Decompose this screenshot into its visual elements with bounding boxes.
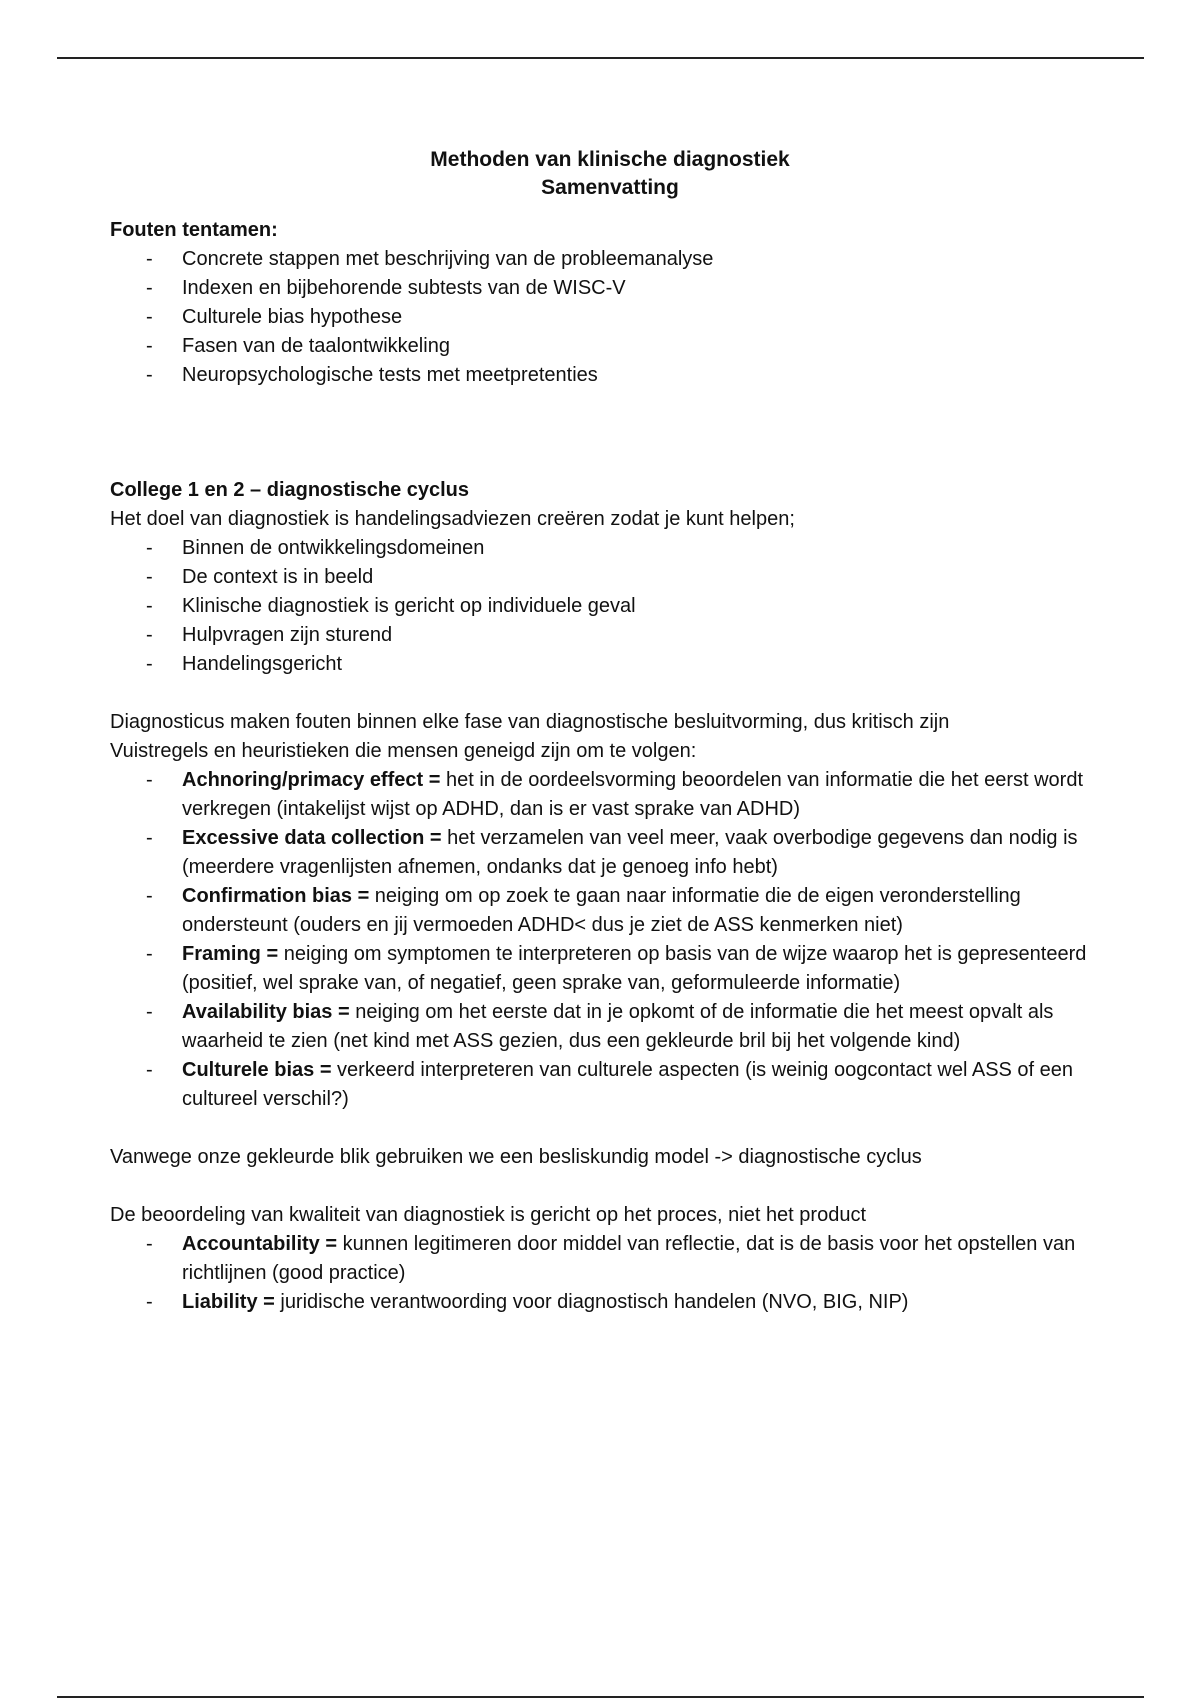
- document-title: [110, 146, 1110, 202]
- list-item: - Hulpvragen zijn sturend: [146, 624, 393, 646]
- paragraph-cyclus: Vanwege onze gekleurde blik gebruiken we een besliskundig model -> diagnostische cyclus: [110, 1146, 922, 1168]
- paragraph-besluitvorming-1: Diagnosticus maken fouten binnen elke fase van diagnostische besluitvorming, dus kritisch zijn: [110, 711, 950, 733]
- college-heading: College 1 en 2 – diagnostische cyclus: [110, 479, 470, 501]
- bottom-rule: [57, 1696, 1144, 1698]
- list-item: - Klinische diagnostiek is gericht op individuele geval: [146, 595, 636, 617]
- list-item: - Neuropsychologische tests met meetpretenties: [146, 364, 598, 386]
- list-item: - Indexen en bijbehorende subtests van de WISC-V: [146, 277, 626, 299]
- bias-item: - Confirmation bias = neiging om op zoek te gaan naar informatie die de eigen veronderstelling ondersteunt (ouders en jij vermoeden ADHD< dus je ziet de ASS kenmerken niet): [146, 885, 1021, 936]
- list-item: - Concrete stappen met beschrijving van de probleemanalyse: [146, 248, 714, 270]
- list-item: - Fasen van de taalontwikkeling: [146, 335, 450, 357]
- bias-item: - Excessive data collection = het verzamelen van veel meer, vaak overbodige gegevens dan nodig is (meerdere vragenlijsten afnemen, ondanks dat je genoeg info hebt): [146, 827, 1078, 878]
- fouten-heading: Fouten tentamen:: [110, 219, 278, 241]
- title-line-1: Methoden van klinische diagnostiek: [430, 148, 790, 171]
- list-item: - Culturele bias hypothese: [146, 306, 403, 328]
- list-item: - Binnen de ontwikkelingsdomeinen: [146, 537, 485, 559]
- quality-list: [110, 1230, 1095, 1317]
- college-list: [110, 534, 1110, 679]
- quality-item: - Accountability = kunnen legitimeren door middel van reflectie, dat is de basis voor het opstellen van richtlijnen (good practice): [146, 1233, 1076, 1284]
- list-item: - De context is in beeld: [146, 566, 374, 588]
- paragraph-kwaliteit: De beoordeling van kwaliteit van diagnostiek is gericht op het proces, niet het product: [110, 1204, 867, 1226]
- quality-item: - Liability = juridische verantwoording voor diagnostisch handelen (NVO, BIG, NIP): [146, 1291, 909, 1313]
- list-item: - Handelingsgericht: [146, 653, 343, 675]
- bias-item: - Achnoring/primacy effect = het in de oordeelsvorming beoordelen van informatie die het eerst wordt verkregen (intakelijst wijst op ADHD, dan is er vast sprake van ADHD): [146, 769, 1084, 820]
- bias-list: [110, 766, 1095, 1114]
- paragraph-besluitvorming-2: Vuistregels en heuristieken die mensen geneigd zijn om te volgen:: [110, 740, 697, 762]
- top-rule: [57, 57, 1144, 59]
- bias-item: - Availability bias = neiging om het eerste dat in je opkomt of de informatie die het meest opvalt als waarheid te zien (net kind met ASS gezien, dus een gekleurde bril bij het volgende kind): [146, 1001, 1054, 1052]
- college-intro: Het doel van diagnostiek is handelingsadviezen creëren zodat je kunt helpen;: [110, 508, 795, 530]
- bias-item: - Culturele bias = verkeerd interpreteren van culturele aspecten (is weinig oogcontact wel ASS of een cultureel verschil?): [146, 1059, 1074, 1110]
- document-body: [110, 146, 1110, 1317]
- title-line-2: Samenvatting: [541, 176, 679, 199]
- bias-item: - Framing = neiging om symptomen te interpreteren op basis van de wijze waarop het is gepresenteerd (positief, wel sprake van, of negatief, geen sprake van, geformuleerde informatie): [146, 943, 1087, 994]
- fouten-list: [110, 245, 1110, 390]
